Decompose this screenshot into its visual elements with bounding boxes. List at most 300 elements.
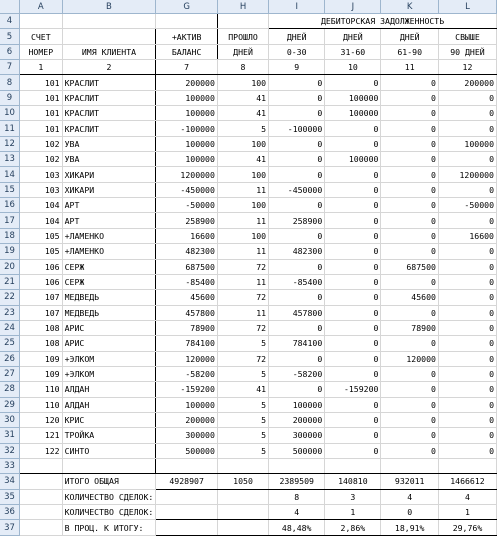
sheet-cell[interactable]: 0 <box>325 259 381 274</box>
row-header[interactable]: 22 <box>0 290 20 305</box>
sheet-cell[interactable] <box>217 458 268 473</box>
sheet-cell[interactable] <box>62 14 156 29</box>
sheet-cell[interactable]: 16600 <box>156 228 218 243</box>
sheet-cell[interactable]: 0 <box>381 443 439 458</box>
sheet-cell[interactable] <box>20 474 63 489</box>
sheet-cell[interactable]: 0 <box>438 213 496 228</box>
sheet-cell[interactable]: 5 <box>217 428 268 443</box>
sheet-cell[interactable]: 41 <box>217 106 268 121</box>
sheet-cell[interactable]: 109 <box>20 366 63 381</box>
receivables-title[interactable]: ДЕБИТОРСКАЯ ЗАДОЛЖЕННОСТЬ <box>269 14 497 29</box>
sheet-cell[interactable]: 0 <box>438 443 496 458</box>
header-cell[interactable]: НОМЕР <box>20 44 63 59</box>
sheet-cell[interactable]: 100000 <box>156 90 218 105</box>
sheet-cell[interactable]: 200000 <box>438 75 496 90</box>
sheet-cell[interactable]: АРТ <box>62 198 156 213</box>
row-header[interactable]: 25 <box>0 336 20 351</box>
column-index-cell[interactable]: 11 <box>381 60 439 75</box>
sheet-cell[interactable]: 41 <box>217 152 268 167</box>
row-header[interactable]: 13 <box>0 152 20 167</box>
row-header[interactable]: 24 <box>0 320 20 335</box>
sheet-cell[interactable]: 0 <box>325 121 381 136</box>
sheet-cell[interactable]: ХИКАРИ <box>62 167 156 182</box>
column-index-cell[interactable]: 12 <box>438 60 496 75</box>
summary-value[interactable]: 48,48% <box>269 520 325 535</box>
sheet-cell[interactable]: 0 <box>438 428 496 443</box>
sheet-cell[interactable]: СЕРЖ <box>62 259 156 274</box>
sheet-cell[interactable]: 0 <box>381 397 439 412</box>
sheet-cell[interactable]: 0 <box>438 152 496 167</box>
sheet-cell[interactable]: +ЭЛКОМ <box>62 351 156 366</box>
sheet-cell[interactable]: 0 <box>438 90 496 105</box>
sheet-cell[interactable]: 784100 <box>156 336 218 351</box>
sheet-cell[interactable]: 0 <box>381 152 439 167</box>
sheet-cell[interactable]: -450000 <box>269 182 325 197</box>
sheet-cell[interactable]: 0 <box>325 428 381 443</box>
column-header-i[interactable]: I <box>269 0 325 14</box>
sheet-cell[interactable]: 0 <box>438 290 496 305</box>
sheet-cell[interactable]: 0 <box>325 198 381 213</box>
row-header[interactable]: 36 <box>0 505 20 520</box>
sheet-cell[interactable]: 0 <box>381 412 439 427</box>
sheet-cell[interactable]: 101 <box>20 106 63 121</box>
row-header[interactable]: 9 <box>0 90 20 105</box>
sheet-cell[interactable]: КРИС <box>62 412 156 427</box>
row-header[interactable]: 35 <box>0 489 20 504</box>
sheet-cell[interactable]: 0 <box>269 320 325 335</box>
sheet-cell[interactable]: 5 <box>217 412 268 427</box>
header-cell[interactable]: 61-90 <box>381 44 439 59</box>
sheet-cell[interactable]: 100000 <box>325 90 381 105</box>
row-header[interactable]: 21 <box>0 274 20 289</box>
sheet-cell[interactable]: 107 <box>20 290 63 305</box>
sheet-cell[interactable]: УВА <box>62 152 156 167</box>
summary-value[interactable]: 0 <box>381 505 439 520</box>
sheet-cell[interactable]: 0 <box>325 397 381 412</box>
column-index-cell[interactable]: 1 <box>20 60 63 75</box>
sheet-cell[interactable]: 5 <box>217 121 268 136</box>
sheet-cell[interactable]: КРАСЛИТ <box>62 121 156 136</box>
header-cell[interactable]: 31-60 <box>325 44 381 59</box>
sheet-cell[interactable]: 0 <box>269 106 325 121</box>
sheet-cell[interactable]: 72 <box>217 320 268 335</box>
summary-value[interactable]: 4928907 <box>156 474 218 489</box>
sheet-cell[interactable]: -159200 <box>156 382 218 397</box>
row-header[interactable]: 19 <box>0 244 20 259</box>
sheet-cell[interactable]: 0 <box>325 167 381 182</box>
sheet-cell[interactable]: 457800 <box>269 305 325 320</box>
column-index-cell[interactable]: 2 <box>62 60 156 75</box>
sheet-cell[interactable]: АРИС <box>62 320 156 335</box>
column-index-cell[interactable]: 8 <box>217 60 268 75</box>
sheet-cell[interactable]: 0 <box>381 167 439 182</box>
sheet-cell[interactable]: 0 <box>269 382 325 397</box>
sheet-cell[interactable]: АЛДАН <box>62 397 156 412</box>
sheet-cell[interactable]: АРТ <box>62 213 156 228</box>
sheet-cell[interactable]: 106 <box>20 259 63 274</box>
sheet-cell[interactable] <box>381 458 439 473</box>
sheet-cell[interactable]: 0 <box>381 182 439 197</box>
sheet-cell[interactable]: 200000 <box>156 412 218 427</box>
column-header-j[interactable]: J <box>325 0 381 14</box>
sheet-cell[interactable]: 0 <box>438 259 496 274</box>
sheet-cell[interactable]: 11 <box>217 305 268 320</box>
sheet-cell[interactable]: МЕДВЕДЬ <box>62 290 156 305</box>
sheet-cell[interactable]: 100000 <box>156 152 218 167</box>
sheet-cell[interactable]: 11 <box>217 244 268 259</box>
sheet-cell[interactable]: 0 <box>381 382 439 397</box>
sheet-cell[interactable]: 104 <box>20 198 63 213</box>
sheet-cell[interactable]: 0 <box>381 244 439 259</box>
sheet-cell[interactable] <box>156 458 218 473</box>
sheet-cell[interactable]: 100 <box>217 136 268 151</box>
sheet-cell[interactable]: 101 <box>20 75 63 90</box>
sheet-cell[interactable]: -100000 <box>156 121 218 136</box>
sheet-cell[interactable]: СИНТО <box>62 443 156 458</box>
sheet-cell[interactable]: 200000 <box>269 412 325 427</box>
sheet-cell[interactable]: 0 <box>325 443 381 458</box>
summary-label[interactable]: ИТОГО ОБЩАЯ <box>62 474 156 489</box>
sheet-cell[interactable]: 1200000 <box>438 167 496 182</box>
sheet-cell[interactable]: 110 <box>20 397 63 412</box>
row-header[interactable]: 11 <box>0 121 20 136</box>
sheet-cell[interactable]: 41 <box>217 382 268 397</box>
sheet-cell[interactable]: 0 <box>381 213 439 228</box>
select-all-corner[interactable] <box>0 0 20 14</box>
sheet-cell[interactable]: 107 <box>20 305 63 320</box>
column-header-g[interactable]: G <box>156 0 218 14</box>
sheet-cell[interactable]: 0 <box>381 336 439 351</box>
sheet-cell[interactable]: 0 <box>269 75 325 90</box>
sheet-cell[interactable]: 101 <box>20 121 63 136</box>
sheet-cell[interactable]: 0 <box>381 274 439 289</box>
sheet-cell[interactable]: 5 <box>217 397 268 412</box>
summary-value[interactable] <box>217 489 268 504</box>
summary-value[interactable]: 18,91% <box>381 520 439 535</box>
summary-value[interactable] <box>156 520 218 535</box>
column-index-cell[interactable]: 10 <box>325 60 381 75</box>
sheet-cell[interactable] <box>325 458 381 473</box>
row-header[interactable]: 23 <box>0 305 20 320</box>
sheet-cell[interactable]: 0 <box>381 305 439 320</box>
row-header[interactable]: 7 <box>0 60 20 75</box>
sheet-cell[interactable]: 120000 <box>156 351 218 366</box>
sheet-cell[interactable]: 0 <box>269 167 325 182</box>
sheet-cell[interactable]: 300000 <box>156 428 218 443</box>
header-cell[interactable]: 90 ДНЕЙ <box>438 44 496 59</box>
sheet-cell[interactable]: 500000 <box>156 443 218 458</box>
sheet-cell[interactable]: 100000 <box>269 397 325 412</box>
row-header[interactable]: 27 <box>0 366 20 381</box>
sheet-cell[interactable]: 0 <box>269 90 325 105</box>
sheet-cell[interactable]: 0 <box>438 366 496 381</box>
sheet-cell[interactable]: 0 <box>381 366 439 381</box>
sheet-cell[interactable]: 100 <box>217 228 268 243</box>
header-cell[interactable]: ДНЕЙ <box>381 29 439 44</box>
sheet-cell[interactable]: 0 <box>381 121 439 136</box>
sheet-cell[interactable]: 0 <box>438 320 496 335</box>
sheet-cell[interactable]: 100 <box>217 75 268 90</box>
sheet-cell[interactable]: 100 <box>217 198 268 213</box>
sheet-cell[interactable]: 0 <box>438 382 496 397</box>
sheet-cell[interactable]: 0 <box>381 136 439 151</box>
sheet-cell[interactable]: 784100 <box>269 336 325 351</box>
sheet-cell[interactable]: 0 <box>438 336 496 351</box>
summary-value[interactable]: 29,76% <box>438 520 496 535</box>
sheet-cell[interactable]: 0 <box>325 412 381 427</box>
sheet-cell[interactable]: 0 <box>438 351 496 366</box>
row-header[interactable]: 31 <box>0 428 20 443</box>
sheet-cell[interactable]: +ЛАМЕНКО <box>62 228 156 243</box>
sheet-cell[interactable]: 121 <box>20 428 63 443</box>
sheet-cell[interactable]: 0 <box>269 152 325 167</box>
row-header[interactable]: 29 <box>0 397 20 412</box>
sheet-cell[interactable]: 0 <box>269 351 325 366</box>
summary-value[interactable]: 3 <box>325 489 381 504</box>
sheet-cell[interactable]: 0 <box>381 106 439 121</box>
header-cell[interactable]: СВЫШЕ <box>438 29 496 44</box>
sheet-cell[interactable]: 103 <box>20 182 63 197</box>
sheet-cell[interactable]: 103 <box>20 167 63 182</box>
column-header-a[interactable]: A <box>20 0 63 14</box>
sheet-cell[interactable]: 100000 <box>325 106 381 121</box>
summary-label[interactable]: КОЛИЧЕСТВО СДЕЛОК: <box>62 489 156 504</box>
sheet-cell[interactable]: 105 <box>20 244 63 259</box>
header-cell[interactable]: СЧЕТ <box>20 29 63 44</box>
sheet-cell[interactable]: 0 <box>381 228 439 243</box>
summary-value[interactable]: 1 <box>325 505 381 520</box>
sheet-cell[interactable]: 72 <box>217 259 268 274</box>
column-header-h[interactable]: H <box>217 0 268 14</box>
row-header[interactable]: 32 <box>0 443 20 458</box>
sheet-cell[interactable]: 0 <box>325 213 381 228</box>
sheet-cell[interactable]: ТРОЙКА <box>62 428 156 443</box>
summary-value[interactable]: 2,86% <box>325 520 381 535</box>
sheet-cell[interactable]: -85400 <box>269 274 325 289</box>
sheet-cell[interactable]: 108 <box>20 336 63 351</box>
row-header[interactable]: 37 <box>0 520 20 535</box>
sheet-cell[interactable]: 0 <box>438 244 496 259</box>
sheet-cell[interactable]: 500000 <box>269 443 325 458</box>
sheet-cell[interactable]: 0 <box>325 274 381 289</box>
row-header[interactable]: 20 <box>0 259 20 274</box>
sheet-cell[interactable]: 0 <box>325 305 381 320</box>
sheet-cell[interactable]: АЛДАН <box>62 382 156 397</box>
summary-label[interactable]: КОЛИЧЕСТВО СДЕЛОК: <box>62 505 156 520</box>
sheet-cell[interactable]: 5 <box>217 443 268 458</box>
header-cell[interactable]: ДНЕЙ <box>325 29 381 44</box>
sheet-cell[interactable]: 109 <box>20 351 63 366</box>
sheet-cell[interactable]: -100000 <box>269 121 325 136</box>
summary-value[interactable] <box>217 520 268 535</box>
column-index-cell[interactable]: 9 <box>269 60 325 75</box>
sheet-cell[interactable]: 45600 <box>156 290 218 305</box>
sheet-cell[interactable]: 0 <box>438 274 496 289</box>
sheet-cell[interactable]: -58200 <box>156 366 218 381</box>
sheet-cell[interactable]: 78900 <box>156 320 218 335</box>
sheet-cell[interactable]: 11 <box>217 213 268 228</box>
sheet-cell[interactable] <box>156 14 218 29</box>
sheet-cell[interactable]: 0 <box>438 182 496 197</box>
sheet-cell[interactable] <box>217 14 268 29</box>
sheet-cell[interactable]: 258900 <box>269 213 325 228</box>
summary-value[interactable]: 4 <box>269 505 325 520</box>
column-header-b[interactable]: B <box>62 0 156 14</box>
header-cell[interactable] <box>62 29 156 44</box>
sheet-cell[interactable]: 0 <box>438 397 496 412</box>
sheet-cell[interactable]: 1200000 <box>156 167 218 182</box>
sheet-cell[interactable]: 0 <box>325 75 381 90</box>
sheet-cell[interactable]: 0 <box>325 244 381 259</box>
summary-value[interactable] <box>156 505 218 520</box>
sheet-cell[interactable]: 120000 <box>381 351 439 366</box>
sheet-cell[interactable]: КРАСЛИТ <box>62 90 156 105</box>
sheet-cell[interactable]: 0 <box>269 136 325 151</box>
column-header-k[interactable]: K <box>381 0 439 14</box>
row-header[interactable]: 14 <box>0 167 20 182</box>
sheet-cell[interactable]: 102 <box>20 136 63 151</box>
sheet-cell[interactable] <box>20 520 63 535</box>
row-header[interactable]: 16 <box>0 198 20 213</box>
sheet-cell[interactable]: 0 <box>325 228 381 243</box>
summary-value[interactable] <box>217 505 268 520</box>
row-header[interactable]: 17 <box>0 213 20 228</box>
summary-value[interactable]: 4 <box>381 489 439 504</box>
sheet-cell[interactable]: -159200 <box>325 382 381 397</box>
sheet-cell[interactable] <box>62 458 156 473</box>
sheet-cell[interactable]: 0 <box>269 198 325 213</box>
header-cell[interactable]: 0-30 <box>269 44 325 59</box>
summary-value[interactable]: 932011 <box>381 474 439 489</box>
sheet-cell[interactable]: -50000 <box>438 198 496 213</box>
summary-value[interactable]: 4 <box>438 489 496 504</box>
row-header[interactable]: 28 <box>0 382 20 397</box>
sheet-cell[interactable]: 457800 <box>156 305 218 320</box>
sheet-cell[interactable]: 100000 <box>156 136 218 151</box>
sheet-cell[interactable]: 0 <box>269 290 325 305</box>
sheet-cell[interactable]: 0 <box>381 75 439 90</box>
sheet-cell[interactable]: 0 <box>325 290 381 305</box>
sheet-cell[interactable]: 45600 <box>381 290 439 305</box>
sheet-cell[interactable]: УВА <box>62 136 156 151</box>
sheet-cell[interactable]: 5 <box>217 366 268 381</box>
column-header-l[interactable]: L <box>438 0 496 14</box>
sheet-cell[interactable] <box>20 14 63 29</box>
row-header[interactable]: 10 <box>0 106 20 121</box>
sheet-cell[interactable]: 100 <box>217 167 268 182</box>
row-header[interactable]: 15 <box>0 182 20 197</box>
summary-label[interactable]: В ПРОЦ. К ИТОГУ: <box>62 520 156 535</box>
sheet-cell[interactable]: 687500 <box>156 259 218 274</box>
sheet-cell[interactable]: 16600 <box>438 228 496 243</box>
header-cell[interactable]: ПРОШЛО <box>217 29 268 44</box>
sheet-cell[interactable]: 72 <box>217 290 268 305</box>
sheet-cell[interactable]: 72 <box>217 351 268 366</box>
row-header[interactable]: 26 <box>0 351 20 366</box>
row-header[interactable]: 33 <box>0 458 20 473</box>
sheet-cell[interactable]: 0 <box>325 351 381 366</box>
column-index-cell[interactable]: 7 <box>156 60 218 75</box>
sheet-cell[interactable]: 11 <box>217 182 268 197</box>
sheet-cell[interactable]: 0 <box>381 90 439 105</box>
row-header[interactable]: 8 <box>0 75 20 90</box>
sheet-cell[interactable]: 100000 <box>438 136 496 151</box>
sheet-cell[interactable]: 0 <box>325 336 381 351</box>
sheet-cell[interactable]: 0 <box>325 320 381 335</box>
header-cell[interactable]: ДНЕЙ <box>269 29 325 44</box>
sheet-cell[interactable]: 0 <box>325 136 381 151</box>
sheet-cell[interactable]: 687500 <box>381 259 439 274</box>
sheet-cell[interactable]: 0 <box>381 198 439 213</box>
sheet-cell[interactable]: 120 <box>20 412 63 427</box>
summary-value[interactable]: 2389509 <box>269 474 325 489</box>
summary-value[interactable]: 1466612 <box>438 474 496 489</box>
sheet-cell[interactable]: 104 <box>20 213 63 228</box>
sheet-cell[interactable] <box>269 458 325 473</box>
sheet-cell[interactable]: 108 <box>20 320 63 335</box>
summary-value[interactable]: 1 <box>438 505 496 520</box>
sheet-cell[interactable]: -58200 <box>269 366 325 381</box>
summary-value[interactable] <box>156 489 218 504</box>
row-header[interactable]: 4 <box>0 14 20 29</box>
sheet-cell[interactable] <box>20 458 63 473</box>
sheet-cell[interactable]: ХИКАРИ <box>62 182 156 197</box>
sheet-cell[interactable]: 0 <box>381 428 439 443</box>
sheet-cell[interactable]: 41 <box>217 90 268 105</box>
sheet-cell[interactable]: 300000 <box>269 428 325 443</box>
sheet-cell[interactable] <box>438 458 496 473</box>
sheet-cell[interactable]: -450000 <box>156 182 218 197</box>
sheet-cell[interactable]: КРАСЛИТ <box>62 106 156 121</box>
sheet-cell[interactable]: 110 <box>20 382 63 397</box>
sheet-cell[interactable]: 101 <box>20 90 63 105</box>
summary-value[interactable]: 1050 <box>217 474 268 489</box>
header-cell[interactable]: +АКТИВ <box>156 29 218 44</box>
row-header[interactable]: 6 <box>0 44 20 59</box>
sheet-cell[interactable]: 78900 <box>381 320 439 335</box>
header-cell[interactable]: ДНЕЙ <box>217 44 268 59</box>
sheet-cell[interactable]: 11 <box>217 274 268 289</box>
sheet-cell[interactable]: 0 <box>325 366 381 381</box>
sheet-cell[interactable]: -85400 <box>156 274 218 289</box>
sheet-cell[interactable]: 0 <box>325 182 381 197</box>
row-header[interactable]: 5 <box>0 29 20 44</box>
sheet-cell[interactable]: 0 <box>438 412 496 427</box>
sheet-cell[interactable]: 122 <box>20 443 63 458</box>
header-cell[interactable]: БАЛАНС <box>156 44 218 59</box>
row-header[interactable]: 30 <box>0 412 20 427</box>
sheet-cell[interactable]: 100000 <box>156 106 218 121</box>
sheet-cell[interactable]: 106 <box>20 274 63 289</box>
sheet-cell[interactable]: +ЭЛКОМ <box>62 366 156 381</box>
sheet-cell[interactable]: 100000 <box>325 152 381 167</box>
sheet-cell[interactable]: 102 <box>20 152 63 167</box>
sheet-cell[interactable]: 258900 <box>156 213 218 228</box>
sheet-cell[interactable]: 0 <box>438 305 496 320</box>
sheet-cell[interactable]: 482300 <box>156 244 218 259</box>
summary-value[interactable]: 140810 <box>325 474 381 489</box>
sheet-cell[interactable]: 0 <box>438 121 496 136</box>
sheet-cell[interactable]: 0 <box>438 106 496 121</box>
sheet-cell[interactable]: 0 <box>269 259 325 274</box>
sheet-cell[interactable]: +ЛАМЕНКО <box>62 244 156 259</box>
row-header[interactable]: 18 <box>0 228 20 243</box>
sheet-cell[interactable]: 5 <box>217 336 268 351</box>
sheet-cell[interactable]: 482300 <box>269 244 325 259</box>
sheet-cell[interactable]: МЕДВЕДЬ <box>62 305 156 320</box>
sheet-cell[interactable] <box>20 505 63 520</box>
sheet-cell[interactable]: 200000 <box>156 75 218 90</box>
